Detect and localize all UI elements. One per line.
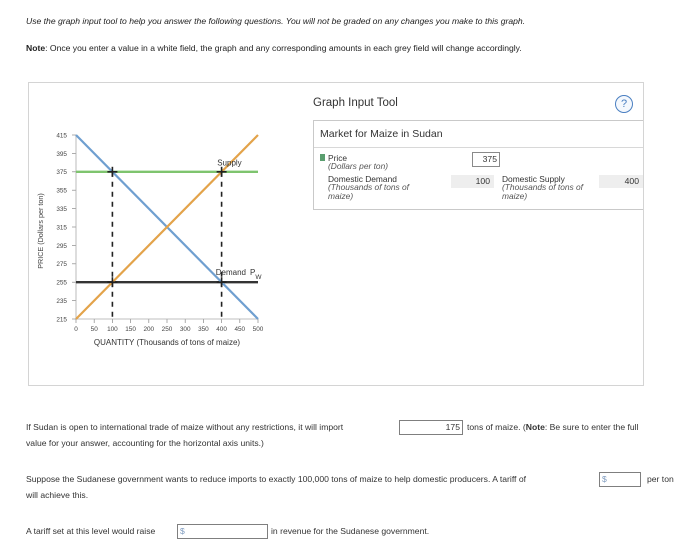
world-price-label-sub: W bbox=[255, 273, 262, 281]
tariff-input[interactable] bbox=[599, 472, 641, 487]
x-tick-label: 400 bbox=[216, 326, 227, 333]
y-tick-label: 215 bbox=[56, 316, 67, 324]
market-graph[interactable] bbox=[29, 83, 313, 383]
x-tick-label: 350 bbox=[198, 326, 209, 333]
tool-title: Graph Input Tool bbox=[313, 97, 398, 109]
x-tick-label: 500 bbox=[252, 326, 264, 333]
supply-value: 400 bbox=[599, 175, 643, 188]
note-label: Note bbox=[26, 43, 46, 53]
q2-text-a: Suppose the Sudanese government wants to reduce imports to exactly 100,000 tons of maize to help domestic producers. A tariff of bbox=[26, 474, 527, 484]
x-tick-label: 100 bbox=[107, 326, 118, 333]
graph-input-tool-panel bbox=[28, 82, 644, 386]
revenue-currency: $ bbox=[180, 526, 185, 536]
y-tick-label: 255 bbox=[56, 279, 67, 287]
note-text bbox=[26, 43, 522, 53]
demand-value: 100 bbox=[451, 175, 494, 188]
q1-note-label: Note bbox=[525, 422, 545, 432]
y-tick-label: 315 bbox=[56, 224, 67, 232]
market-box bbox=[313, 120, 643, 210]
y-tick-label: 235 bbox=[56, 298, 67, 305]
x-tick-label: 150 bbox=[125, 326, 136, 333]
price-input[interactable]: 375 bbox=[472, 152, 500, 167]
price-unit: (Dollars per ton) bbox=[328, 161, 389, 171]
q1-text-d: value for your answer, accounting for the horizontal axis units.) bbox=[26, 438, 264, 448]
note-body: : Once you enter a value in a white field, the graph and any corresponding amounts in each grey field will change accordingly. bbox=[45, 43, 522, 53]
supply-unit: (Thousands of tons of maize) bbox=[502, 182, 584, 201]
demand-label: Demand bbox=[215, 267, 247, 277]
q1-note bbox=[467, 420, 639, 434]
world-price-label bbox=[250, 268, 262, 281]
y-tick-label: 375 bbox=[56, 169, 67, 177]
y-tick-label: 295 bbox=[56, 242, 67, 250]
q2-unit: per ton bbox=[647, 474, 674, 484]
y-tick-label: 275 bbox=[56, 261, 67, 269]
price-swatch bbox=[320, 154, 325, 161]
x-tick-label: 0 bbox=[74, 326, 78, 333]
q1-text-c: : Be sure to enter the full bbox=[544, 422, 639, 432]
price-label: Price bbox=[328, 153, 348, 163]
y-axis-label: PRICE (Dollars per ton) bbox=[36, 193, 45, 269]
y-tick-label: 415 bbox=[56, 132, 67, 140]
supply-label-text: Domestic Supply bbox=[502, 174, 565, 184]
demand-unit: (Thousands of tons of maize) bbox=[328, 182, 410, 201]
demand-label: Domestic Demand bbox=[328, 174, 397, 184]
tariff-currency: $ bbox=[602, 474, 607, 484]
x-tick-label: 250 bbox=[161, 326, 173, 333]
x-tick-label: 200 bbox=[143, 326, 155, 333]
help-icon[interactable]: ? bbox=[615, 95, 633, 113]
x-tick-label: 50 bbox=[90, 326, 98, 333]
x-axis-label: QUANTITY (Thousands of tons of maize) bbox=[93, 338, 241, 347]
world-price-label-p: P bbox=[249, 267, 256, 277]
y-tick-label: 355 bbox=[56, 187, 67, 195]
y-tick-label: 335 bbox=[56, 206, 67, 213]
q2-text-b: will achieve this. bbox=[26, 490, 89, 500]
y-tick-label: 395 bbox=[56, 150, 67, 158]
market-divider bbox=[314, 147, 643, 148]
x-tick-label: 450 bbox=[234, 326, 246, 333]
q1-text-b: tons of maize. ( bbox=[467, 422, 526, 432]
instructions-text: Use the graph input tool to help you answer the following questions. You will not be graded on any changes you make to this graph. bbox=[26, 16, 526, 26]
supply-label: Supply bbox=[217, 158, 242, 168]
q3-text-b: in revenue for the Sudanese government. bbox=[271, 526, 430, 536]
x-tick-label: 300 bbox=[179, 326, 191, 333]
revenue-input[interactable] bbox=[177, 524, 268, 539]
q1-text-a: If Sudan is open to international trade of maize without any restrictions, it will import bbox=[26, 422, 344, 432]
q3-text-a: A tariff set at this level would raise bbox=[26, 526, 156, 536]
market-title: Market for Maize in Sudan bbox=[320, 128, 443, 140]
import-answer-input[interactable]: 175 bbox=[399, 420, 463, 435]
